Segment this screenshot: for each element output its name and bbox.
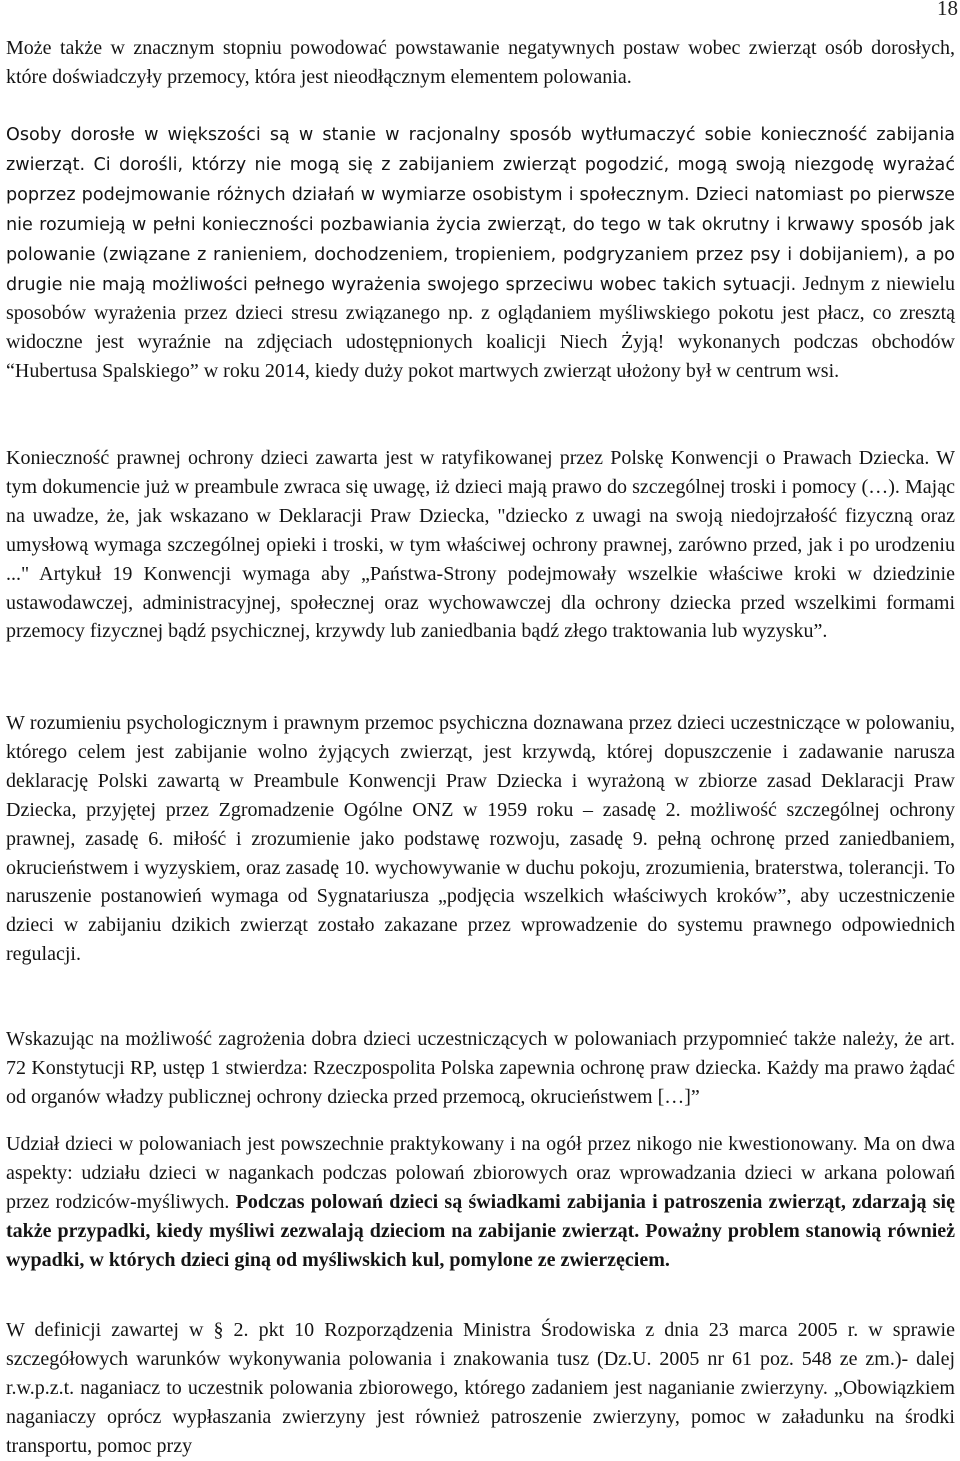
paragraph-4: W rozumieniu psychologicznym i prawnym przemoc psychiczna doznawana przez dzieci uczestniczące w polowaniu, którego celem jest zabijanie wolno żyjących zwierząt, jest krzywdą, której dopuszczenie i zadawanie narusza deklarację Polski zawartą w Preambule Konwencji Praw Dziecka i wyrażoną w zbiorze zasad Deklaracji Praw Dziecka, przyjętej przez Zgromadzenie Ogólne ONZ w 1959 roku – zasadę 2. możliwość szczególnej ochrony prawnej, zasadę 6. miłość i zrozumienie jako podstawę rozwoju, zasadę 9. pełną ochronę przed zaniedbaniem, okrucieństwem i wyzyskiem, oraz zasadę 10. wychowywanie w duchu pokoju, zrozumienia, braterstwa, tolerancji. To naruszenie postanowień wymaga od Sygnatariusza „podjęcia wszelkich właściwych kroków”, aby uczestniczenie dzieci w zabijaniu dzikich zwierząt zostało zakazane przez wprowadzenie do systemu prawnego odpowiednich regulacji. [6,712,955,966]
paragraph-2 [6,120,955,386]
page-number: 18 [937,0,958,20]
paragraph-6-text: Udział dzieci w polowaniach jest powszechnie praktykowany i na ogół przez nikogo nie kwestionowany. Ma on dwa aspekty: udziału dzieci w nagankach podczas polowań zbiorowych oraz wprowadzania dzieci w arkana polowań przez rodziców-myśliwych. [6,1133,955,1213]
paragraph-3: Konieczność prawnej ochrony dzieci zawarta jest w ratyfikowanej przez Polskę Konwencji o Prawach Dziecka. W tym dokumencie już w preambule zwraca się uwagę, iż dzieci mają prawo do szczególnej troski i pomocy (…). Mając na uwadze, że, jak wskazano w Deklaracji Praw Dziecka, "dziecko z uwagi na swoją niedojrzałość fizyczną oraz umysłową wymaga szczególnej opieki i troski, w tym właściwej ochrony prawnej, zarówno przed, jak i po urodzeniu ..." Artykuł 19 Konwencji wymaga aby „Państwa-Strony podejmowały wszelkie właściwe kroki w dziedzinie ustawodawczej, administracyjnej, społecznej oraz wychowawczej dla ochrony dziecka przed wszelkimi formami przemocy fizycznej bądź psychicznej, krzywdy lub zaniedbania bądź złego traktowania lub wyzysku”. [6,447,955,643]
paragraph-6-bold-text: Podczas polowań dzieci są świadkami zabijania i patroszenia zwierząt, zdarzają się także przypadki, kiedy myśliwi zezwalają dzieciom na zabijanie zwierząt. Poważny problem stanowią również wypadki, w których dzieci giną od myśliwskich kul, pomylone ze zwierzęciem. [6,1190,955,1271]
paragraph-2-sans-text: Osoby dorosłe w większości są w stanie w racjonalny sposób wytłumaczyć sobie konieczność zabijania zwierząt. Ci dorośli, którzy nie mogą się z zabijaniem zwierząt pogodzić, mogą swoją niezgodę wyrażać poprzez podejmowanie różnych działań w wymiarze osobistym i społecznym. Dzieci natomiast po pierwsze nie rozumieją w pełni konieczności pozbawiania życia zwierząt, do tego w tak okrutny i krwawy sposób jak polowanie (związane z ranieniem, dochodzeniem, tropieniem, podgryzaniem przez psy i dobijaniem), a po drugie nie mają możliwości pełnego wyrażenia swojego sprzeciwu wobec takich sytuacji. [6,125,955,295]
paragraph-2-serif-text: Jednym z niewielu sposobów wyrażenia przez dzieci stresu związanego np. z oglądaniem myśliwskiego pokotu jest płacz, co zresztą widoczne jest wyraźnie na zdjęciach udostępnionych koalicji Niech Żyją! wykonanych podczas obchodów “Hubertusa Spalskiego” w roku 2014, kiedy duży pokot martwych zwierząt ułożony był w centrum wsi. [6,272,955,383]
paragraph-6 [6,1130,955,1275]
paragraph-7: W definicji zawartej w § 2. pkt 10 Rozporządzenia Ministra Środowiska z dnia 23 marca 2005 r. w sprawie szczegółowych warunków wykonywania polowania i znakowania tusz (Dz.U. 2005 nr 61 poz. 548 ze zm.)- dalej r.w.p.z.t. naganiacz to uczestnik polowania zbiorowego, którego zadaniem jest naganianie zwierzyny. „Obowiązkiem naganiaczy oprócz wypłaszania zwierzyny jest również patroszenie zwierzyny, pomoc w załadunku na środki transportu, pomoc przy [6,1319,955,1457]
paragraph-5: Wskazując na możliwość zagrożenia dobra dzieci uczestniczących w polowaniach przypomnieć także należy, że art. 72 Konstytucji RP, ustęp 1 stwierdza: Rzeczpospolita Polska zapewnia ochronę praw dziecka. Każdy ma prawo żądać od organów władzy publicznej ochrony dziecka przed przemocą, okrucieństwem […]” [6,1028,955,1108]
paragraph-1: Może także w znacznym stopniu powodować powstawanie negatywnych postaw wobec zwierząt osób dorosłych, które doświadczyły przemocy, która jest nieodłącznym elementem polowania. [6,37,955,88]
